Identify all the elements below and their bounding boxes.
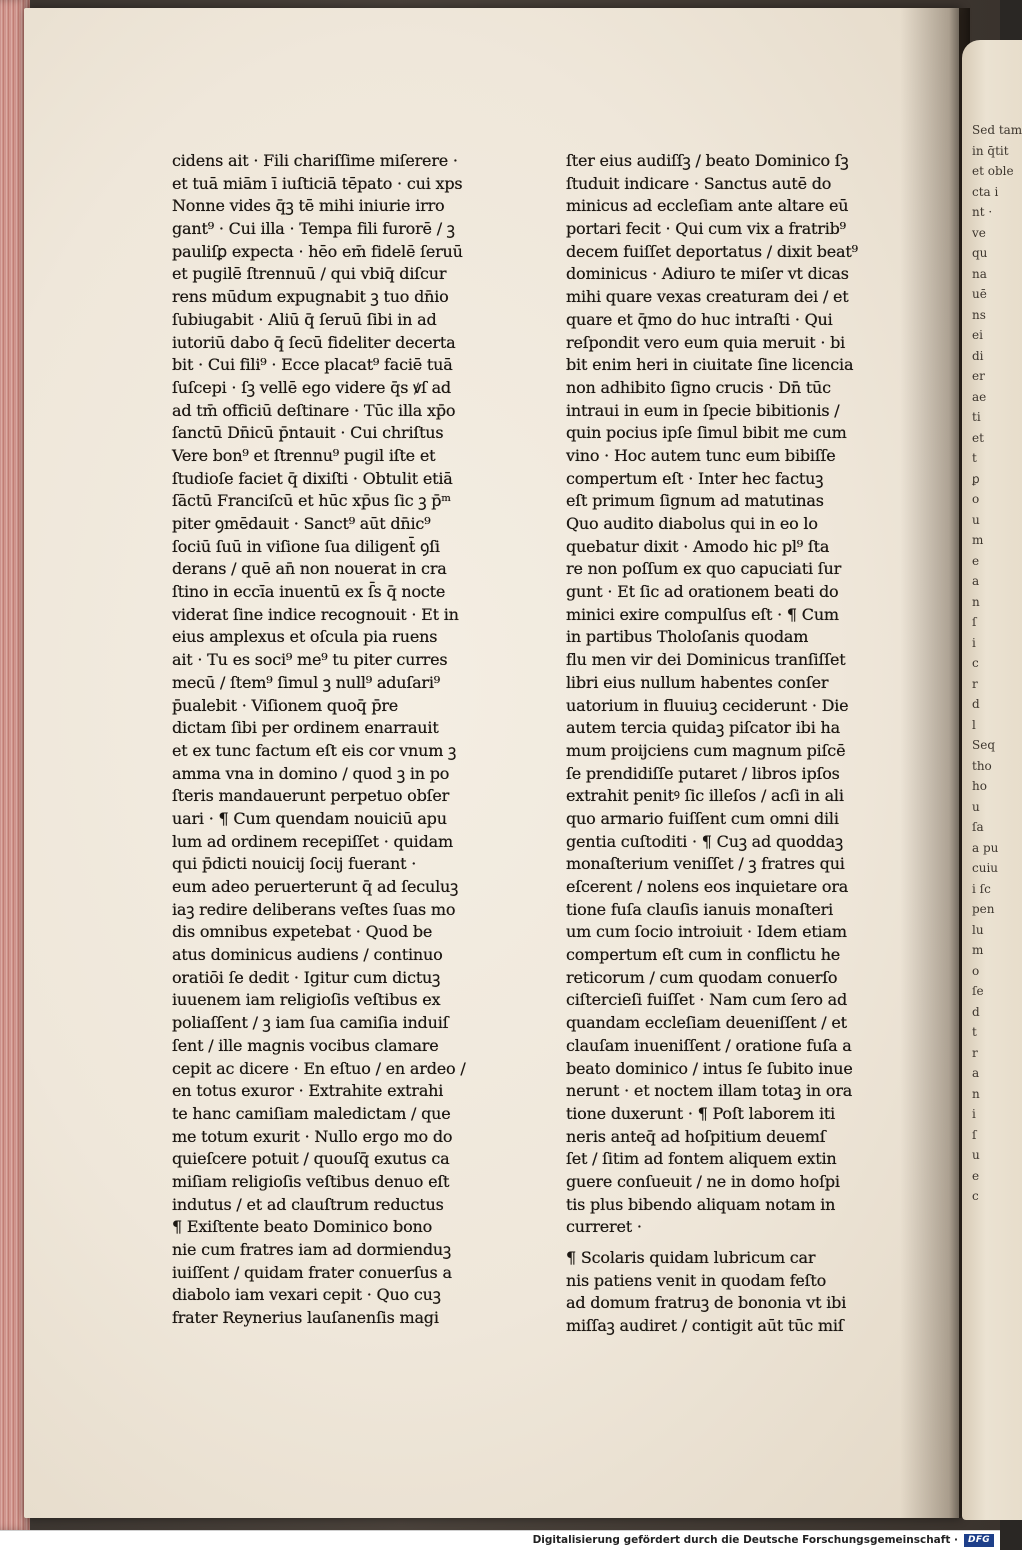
text-line: mum proijciens cum magnum piſcē [566,740,846,760]
recto-fragment: nt · [972,205,993,219]
text-line: lum ad ordinem recepiſſet · quidam [172,831,453,851]
text-line: te hanc camiſiam maledictam / que [172,1103,451,1123]
recto-fragment: ſa [972,820,984,834]
text-line: amma vna in domino / quod ꝫ in po [172,763,450,783]
text-line: mecū / ſtem⁹ ſimul ꝫ null⁹ aduſari⁹ [172,672,441,692]
text-line: ait · Tu es soci⁹ me⁹ tu piter curres [172,650,448,670]
text-line: eſcerent / nolens eos inquietare ora [566,877,849,896]
recto-fragment: Seq [972,738,996,752]
text-line: quandam eccleſiam deueniſſent / et [566,1013,847,1033]
recto-fragment: t [972,451,977,465]
text-line: minici exire compulſus eſt · ¶ Cum [566,604,839,624]
recto-fragment: i ſc [972,881,991,896]
text-line: ſanctū Dn̄icū p̄ntauit · Cui chriſtus [172,423,444,443]
recto-fragment: pen [972,902,995,916]
text-line: autem tercia quidaꝫ piſcator ibi ha [566,718,840,738]
recto-fragment: a [972,574,980,588]
recto-fragment: qu [972,246,988,260]
text-line: cidens ait · Fili chariſſime miſerere · [172,151,458,170]
text-line: et tuā miām ī iuſticiā tēpato · cui xps [172,173,463,193]
recto-fragment: et oble [972,164,1014,178]
recto-fragment: i [972,1107,976,1121]
recto-fragment: e [972,1168,980,1183]
text-line: iuiſſent / quidam frater conuerſus a [172,1262,452,1282]
text-line: ſter eius audiſſꝫ / beato Dominico ſꝫ [566,151,849,170]
text-line: dominicus · Adiuro te miſer vt dicas [566,264,849,284]
recto-fragment: l [972,717,976,732]
text-line: decem fuiſſet deportatus / dixit beat⁹ [566,241,858,261]
text-line: miſiam religioſis veſtibus denuo eſt [172,1171,450,1191]
recto-fragment: ſe [972,984,984,998]
right-text-column [566,150,906,1338]
text-line: Nonne vides q̄ꝫ tē mihi iniurie irro [172,196,445,216]
recto-fragment: ꝑ [972,471,980,486]
recto-fragment: lu [972,922,984,937]
recto-fragment: d [972,1004,980,1019]
recto-fragment: r [972,676,978,691]
text-line: iutoriū dabo q̄ ſecū fideliter decerta [172,332,456,352]
text-line: tione duxerunt · ¶ Poſt laborem iti [566,1103,836,1123]
text-line: piter ꝯmēdauit · Sanct⁹ aūt dn̄ic⁹ [172,514,431,533]
recto-fragment: o [972,963,980,978]
text-line: intraui in eum in ſpecie bibitionis / [566,400,840,420]
text-line: viderat ſine indice recognouit · Et in [172,604,459,624]
text-line: gant⁹ · Cui illa · Tempa fili furorē / ꝫ [172,219,455,239]
text-line: iaꝫ redire deliberans veſtes ſuas mo [172,899,456,919]
text-line: monaſterium veniſſet / ꝫ fratres qui [566,854,845,874]
recto-fragment: u [972,512,980,527]
text-line: um cum ſocio introiuit · Idem etiam [566,922,847,942]
text-line: ſtudioſe faciet q̄ dixiſti · Obtulit etiā [172,468,453,488]
text-line: en totus exuror · Extrahite extrahi [172,1081,444,1101]
text-line: neris anteq̄ ad hoſpitium deuemſ [566,1126,826,1146]
recto-fragment: u [972,799,980,814]
text-line: iuuenem iam religioſis veſtibus ex [172,990,441,1010]
text-line: ſubiugabit · Aliū q̄ ſeruū ſibi in ad [172,309,437,329]
text-line: oratiōi ſe dedit · Igitur cum dictuꝫ [172,967,441,987]
recto-fragment: a [972,1066,980,1080]
text-line: beato dominico / intus ſe ſubito inue [566,1058,853,1078]
recto-fragment: ei [972,328,983,342]
recto-fragment: et [972,430,984,445]
recto-fragment: r [972,1045,978,1060]
recto-page-edge [962,40,1022,1520]
dfg-logo: DFG [964,1534,994,1547]
recto-fragment: ho [972,779,987,793]
recto-fragment: m [972,533,984,547]
text-line: reticorum / cum quodam conuerſo [566,967,838,987]
text-line: ſtuduit indicare · Sanctus autē do [566,173,832,193]
text-line: ſet / ſitim ad fontem aliquem extin [566,1149,837,1169]
text-line: ad domum fratruꝫ de bononia vt ibi [566,1293,847,1313]
text-line: uatorium in fluuiuꝫ ceciderunt · Die [566,695,849,715]
recto-fragment: ve [972,225,986,240]
text-line: ¶ Exiſtente beato Dominico bono [172,1217,433,1237]
recto-fragment: cta i [972,184,999,199]
text-line: indutus / et ad clauſtrum reductus [172,1194,444,1214]
recto-fragment: d [972,697,980,711]
text-line: eius amplexus et oſcula pia ruens [172,627,438,647]
recto-fragment: ſ [972,615,977,629]
text-line: quieſcere potuit / quouſq̄ exutus ca [172,1149,450,1169]
text-line: ſent / ille magnis vocibus clamare [172,1035,439,1055]
text-line: gunt · Et ſic ad orationem beati do [566,582,839,602]
recto-fragment: tho [972,758,992,773]
recto-fragment: ti [972,410,981,424]
text-line: pauliſꝑ expecta · hēo em̄ fidelē ſeruū [172,241,463,261]
funding-credit: Digitalisierung gefördert durch die Deutsche Forschungsgemeinschaft · [532,1534,958,1546]
footer-bar [0,1530,1000,1550]
text-line: ſuſcepi · ſꝫ vellē ego videre q̄s ꝟſ ad [172,377,451,397]
recto-fragment: e [972,553,980,568]
text-line: eſt primum ſignum ad matutinas [566,491,824,511]
recto-fragment: in q̄tit [972,143,1009,158]
text-line: Quo audito diabolus qui in eo lo [566,514,818,533]
text-line: frater Reynerius lauſanenſis magi [172,1308,439,1328]
text-line: uari · ¶ Cum quendam nouiciū apu [172,808,447,828]
text-line: ad tm̄ officiū deſtinare · Tūc illa xp̄o [172,400,456,420]
text-line: ſociū ſuū in viſione ſua diligent̄ ꝯſi [172,536,440,556]
recto-text-fragments [972,120,1022,1207]
recto-fragment: di [972,348,984,363]
recto-fragment: er [972,369,985,383]
text-line: p̄ualebit · Viſionem quoq̄ p̄re [172,695,399,715]
text-line: diabolo iam vexari cepit · Quo cuꝫ [172,1285,441,1305]
text-line: quo armario fuiſſent cum omni dili [566,808,839,828]
recto-fragment: Sed tam [972,123,1022,137]
text-line: bit enim heri in ciuitate ſine licencia [566,355,854,375]
text-line: tione fuſa clauſis ianuis monaſteri [566,899,833,919]
text-line: compertum eſt cum in conflictu he [566,945,841,965]
text-line: tis plus bibendo aliquam notam in [566,1194,836,1214]
text-line: et pugilē ſtrennuū / qui vbiq̄ diſcur [172,264,447,284]
text-line: ciſtercieſi fuiſſet · Nam cum ſero ad [566,990,848,1010]
recto-fragment: t [972,1025,977,1039]
text-line: quare et q̄mo do huc intraſti · Qui [566,309,833,329]
text-line: libri eius nullum habentes conſer [566,672,829,692]
text-line [566,1239,906,1247]
text-line: non adhibito ſigno crucis · Dn̄ tūc [566,377,831,397]
recto-fragment: ns [972,307,986,322]
text-line: bit · Cui fili⁹ · Ecce placat⁹ faciē tuā [172,355,453,375]
text-line: ſteris mandauerunt perpetuo obſer [172,786,450,806]
text-line: nis patiens venit in quodam feſto [566,1270,827,1290]
left-text-column [172,150,512,1330]
text-line: minicus ad eccleſiam ante altare eū [566,196,849,216]
recto-fragment: c [972,1189,979,1203]
recto-fragment: n [972,594,980,609]
recto-fragment: ſ [972,1127,977,1142]
text-line: dis omnibus expetebat · Quod be [172,922,433,942]
text-line: clauſam inueniſſent / oratione fuſa a [566,1035,852,1055]
text-line: cepit ac dicere · En eſtuo / en ardeo / [172,1058,466,1078]
text-line: in partibus Tholoſanis quodam [566,627,809,647]
recto-fragment: m [972,943,984,957]
recto-fragment: n [972,1086,980,1101]
gutter-shadow [900,8,970,1518]
text-line: eum adeo peruerterunt q̄ ad ſeculuꝫ [172,877,459,896]
text-line: mihi quare vexas creaturam dei / et [566,287,849,307]
recto-fragment: u [972,1148,980,1162]
text-line: compertum eſt · Inter hec factuꝫ [566,468,824,488]
text-line: flu men vir dei Dominicus tranſiſſet [566,650,846,670]
recto-fragment: na [972,266,987,281]
text-line: extrahit penitꝰ ſic illeſos / acſi in ali [566,786,844,806]
text-line: re non poſſum ex quo capuciati ſur [566,559,842,579]
text-line: quin pocius ipſe ſimul bibit me cum [566,423,847,443]
text-line: poliaſſent / ꝫ iam ſua camiſia induiſ [172,1013,449,1033]
text-line: derans / quē an̄ non nouerat in cra [172,559,447,579]
text-line: ¶ Scolaris quidam lubricum car [566,1248,816,1267]
recto-fragment: cuiu [972,861,999,875]
text-line: ſe prendidiſſe putaret / libros ipſos [566,763,840,783]
recto-fragment: a pu [972,840,999,855]
text-line: nie cum fratres iam ad dormienduꝫ [172,1240,451,1259]
text-line: quebatur dixit · Amodo hic pl⁹ ſta [566,536,830,556]
text-line: nerunt · et noctem illam totaꝫ in ora [566,1081,853,1101]
text-line: qui p̄dicti nouicij ſocij fuerant · [172,854,417,874]
recto-fragment: o [972,492,980,506]
text-line: ſāctū Franciſcū et hūc xp̄us ſic ꝫ p̄ᵐ [172,491,451,511]
recto-fragment: ae [972,389,987,404]
text-line: curreret · [566,1217,642,1237]
text-line: ſtino in eccīa inuentū ex ſ̄s q̄ nocte [172,582,446,602]
recto-fragment: uē [972,287,987,301]
text-line: vino · Hoc autem tunc eum bibiſſe [566,445,836,465]
text-line: atus dominicus audiens / continuo [172,945,443,965]
text-line: dictam ſibi per ordinem enarrauit [172,718,439,738]
recto-fragment: c [972,656,979,670]
text-line: Vere bon⁹ et ſtrennu⁹ pugil iſte et [172,445,436,465]
text-line: me totum exurit · Nullo ergo mo do [172,1126,453,1146]
text-line: reſpondit vero eum quia meruit · bi [566,332,846,352]
text-line: portari fecit · Qui cum vix a fratrib⁹ [566,219,846,239]
text-line: miſſaꝫ audiret / contigit aūt tūc miſ [566,1316,844,1336]
text-line: et ex tunc factum eſt eis cor vnum ꝫ [172,740,457,760]
text-line: gentia cuſtoditi · ¶ Cuꝫ ad quoddaꝫ [566,831,843,851]
text-line: rens mūdum expugnabit ꝫ tuo dn̄io [172,287,449,307]
recto-fragment: i [972,635,976,650]
text-line: guere conſueuit / ne in domo hoſpi [566,1171,840,1191]
